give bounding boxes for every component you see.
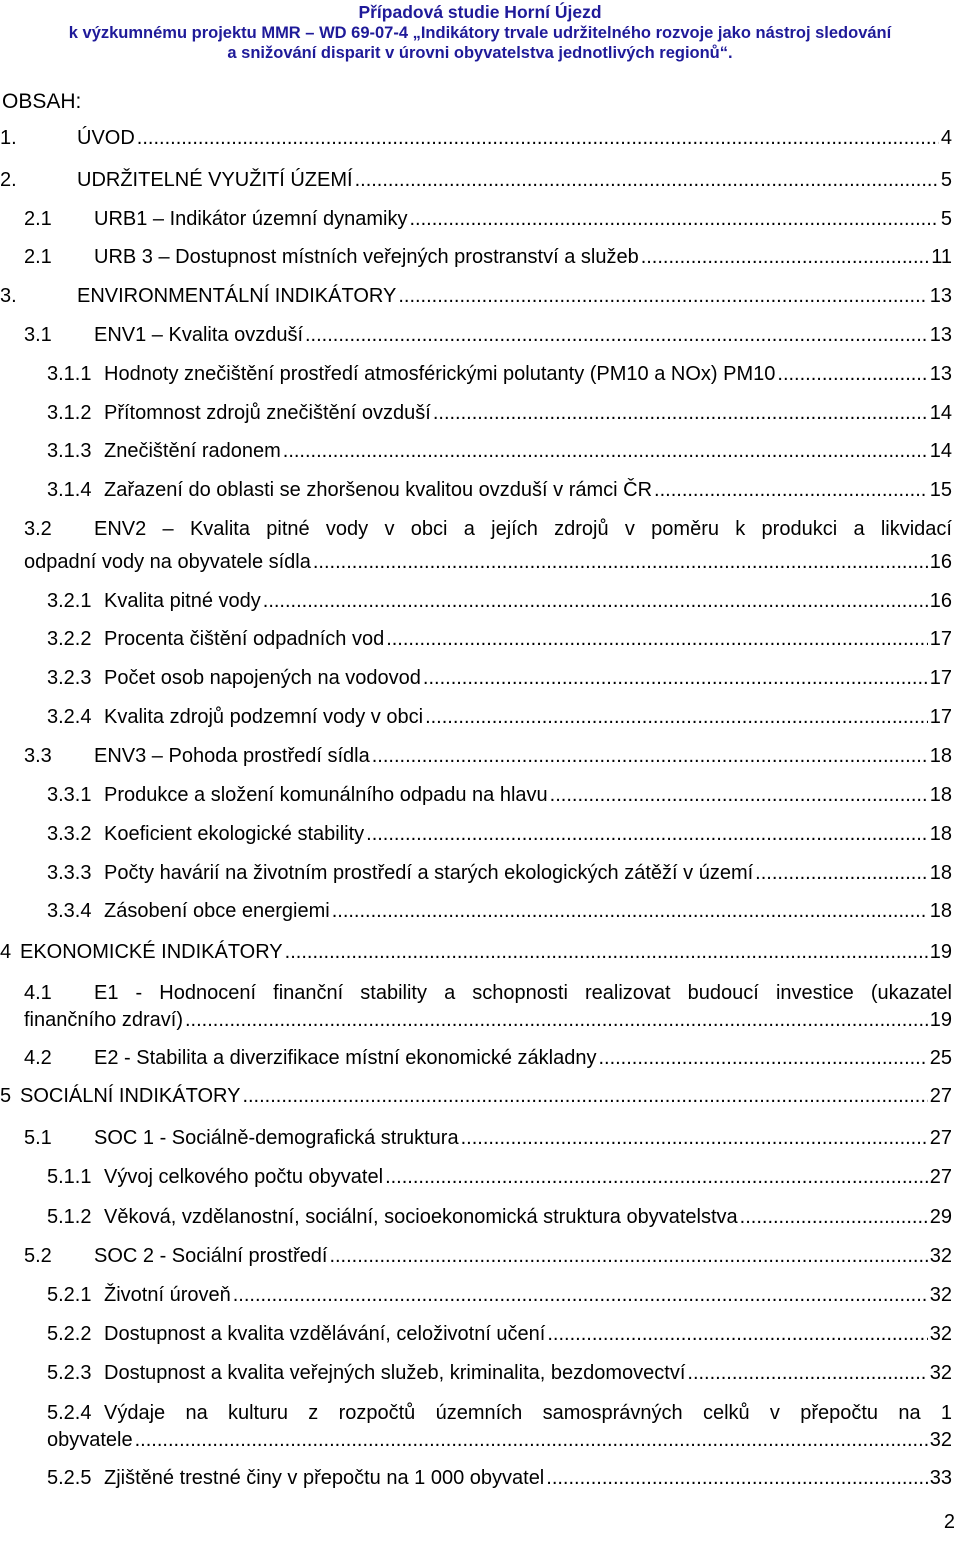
toc-entry-line-1[interactable] (24, 980, 952, 1006)
toc-entry-title: Dostupnost a kvalita vzdělávání, celoživotní učení (104, 1323, 546, 1345)
toc-entry-page: 11 (931, 246, 952, 268)
toc-dot-leader (740, 1204, 928, 1230)
toc-entry-page: 13 (929, 285, 952, 307)
toc-dot-leader (135, 1427, 928, 1453)
toc-entry[interactable] (47, 1465, 952, 1491)
toc-dot-leader (372, 743, 928, 769)
toc-entry-page: 25 (929, 1047, 952, 1069)
toc-entry-page: 4 (940, 127, 952, 149)
toc-entry[interactable] (24, 743, 952, 769)
toc-dot-leader (550, 782, 928, 808)
toc-entry-page: 16 (929, 590, 952, 612)
toc-entry-page: 32 (929, 1429, 952, 1451)
toc-dot-leader (755, 860, 928, 886)
toc-entry-number: 5.2.4 (47, 1402, 92, 1424)
toc-entry[interactable] (47, 782, 952, 808)
toc-entry-page: 32 (929, 1245, 952, 1267)
toc-entry[interactable] (47, 1321, 952, 1347)
toc-entry-title: ENV3 – Pohoda prostředí sídla (94, 745, 370, 767)
toc-entry-page: 32 (929, 1284, 952, 1306)
toc-entry-title: Kvalita zdrojů podzemní vody v obci (104, 706, 424, 728)
toc-entry-title-continuation: finančního zdraví) (24, 1009, 183, 1031)
toc-entry-title: Zjištěné trestné činy v přepočtu na 1 000 obyvatel (104, 1467, 545, 1489)
toc-entry-number: 3.3.2 (47, 823, 92, 845)
toc-entry-number: 4.1 (24, 982, 52, 1004)
toc-entry-page: 18 (929, 745, 952, 767)
toc-dot-leader (355, 167, 939, 193)
toc-entry-title: Výdaje na kulturu z rozpočtů územních samosprávných celků v přepočtu na 1 (104, 1402, 952, 1424)
toc-entry-page: 18 (929, 784, 952, 806)
toc-entry-page: 19 (929, 941, 952, 963)
toc-entry[interactable] (47, 821, 952, 847)
toc-entry-number: 3.2.2 (47, 628, 92, 650)
toc-entry[interactable] (47, 860, 952, 886)
toc-dot-leader (366, 821, 928, 847)
toc-entry[interactable] (47, 1360, 952, 1386)
toc-entry-title: Vývoj celkového počtu obyvatel (104, 1166, 384, 1188)
toc-entry-number: 3.2.1 (47, 590, 92, 612)
toc-entry-page: 5 (940, 208, 952, 230)
toc-entry[interactable] (47, 665, 952, 691)
toc-entry-page: 17 (929, 706, 952, 728)
toc-dot-leader (185, 1007, 928, 1033)
toc-entry-title: Počet osob napojených na vodovod (104, 667, 421, 689)
toc-entry[interactable] (47, 400, 952, 426)
toc-entry-title: Zásobení obce energiemi (104, 900, 330, 922)
toc-entry[interactable] (47, 438, 952, 464)
toc-entry-number: 3.2 (24, 518, 52, 540)
toc-entry[interactable] (47, 361, 952, 387)
toc-entry-number: 3.1.4 (47, 479, 92, 501)
toc-entry-number: 3.3 (24, 745, 52, 767)
toc-dot-leader (546, 1465, 927, 1491)
toc-entry-number: 4 (0, 941, 12, 963)
toc-entry-title-continuation: obyvatele (47, 1429, 133, 1451)
toc-entry-number: 3. (0, 285, 17, 307)
toc-entry-title: Znečištění radonem (104, 440, 281, 462)
page-number: 2 (943, 1511, 955, 1533)
toc-dot-leader (423, 665, 928, 691)
toc-entry-number: 2. (0, 169, 17, 191)
toc-entry-title: ÚVOD (77, 127, 135, 149)
toc-entry-number: 5.1 (24, 1127, 52, 1149)
toc-entry-number: 3.1.1 (47, 363, 92, 385)
toc-entry-page: 19 (929, 1009, 952, 1031)
toc-entry-title: Životní úroveň (104, 1284, 231, 1306)
toc-entry-title: Dostupnost a kvalita veřejných služeb, kriminalita, bezdomovectví (104, 1362, 686, 1384)
toc-dot-leader (409, 206, 938, 232)
toc-entry-line-2[interactable] (24, 1007, 952, 1033)
toc-dot-leader (598, 1045, 927, 1071)
toc-entry-title: Produkce a složení komunálního odpadu na hlavu (104, 784, 548, 806)
toc-entry[interactable] (24, 1125, 952, 1151)
toc-dot-leader (641, 244, 930, 270)
toc-entry-number: 2.1 (24, 208, 52, 230)
toc-entry-page: 18 (929, 823, 952, 845)
toc-entry-page: 13 (929, 324, 952, 346)
toc-entry-page: 15 (929, 479, 952, 501)
toc-entry[interactable] (47, 1204, 952, 1230)
toc-entry-page: 27 (929, 1166, 952, 1188)
toc-dot-leader (461, 1125, 928, 1151)
toc-entry-line-1[interactable] (47, 1400, 952, 1426)
toc-entry-number: 3.2.4 (47, 706, 92, 728)
toc-entry-title: SOC 2 - Sociální prostředí (94, 1245, 328, 1267)
toc-entry-title: Přítomnost zdrojů znečištění ovzduší (104, 402, 431, 424)
toc-entry-title: ENV1 – Kvalita ovzduší (94, 324, 303, 346)
toc-dot-leader (233, 1282, 928, 1308)
toc-entry[interactable] (47, 477, 952, 503)
toc-entry-page: 17 (929, 628, 952, 650)
toc-entry[interactable] (47, 588, 952, 614)
toc-entry[interactable] (47, 1164, 952, 1190)
toc-entry-title: ENVIRONMENTÁLNÍ INDIKÁTORY (77, 285, 397, 307)
toc-dot-leader (332, 898, 928, 924)
toc-entry[interactable] (24, 206, 952, 232)
toc-entry-page: 18 (929, 862, 952, 884)
toc-entry-page: 32 (929, 1362, 952, 1384)
toc-entry-number: 5.1.1 (47, 1166, 92, 1188)
toc-dot-leader (329, 1243, 927, 1269)
toc-entry-page: 29 (929, 1206, 952, 1228)
toc-entry-page: 27 (929, 1085, 952, 1107)
toc-entry-page: 27 (929, 1127, 952, 1149)
toc-entry-title: Zařazení do oblasti se zhoršenou kvalitou ovzduší v rámci ČR (104, 479, 653, 501)
toc-entry-title: E2 - Stabilita a diverzifikace místní ekonomické základny (94, 1047, 597, 1069)
toc-entry[interactable] (24, 1045, 952, 1071)
toc-entry[interactable] (47, 1282, 952, 1308)
toc-entry-line-2[interactable] (47, 1427, 952, 1453)
toc-entry[interactable] (0, 167, 952, 193)
toc-entry-title: SOC 1 - Sociálně-demografická struktura (94, 1127, 459, 1149)
header-subtitle-line-2: a snižování disparit v úrovni obyvatelstva jednotlivých regionů“. (227, 44, 733, 62)
toc-entry[interactable] (47, 704, 952, 730)
toc-entry-page: 17 (929, 667, 952, 689)
toc-entry-number: 3.3.1 (47, 784, 92, 806)
toc-entry-number: 5.1.2 (47, 1206, 92, 1228)
toc-entry-number: 1. (0, 127, 17, 149)
toc-dot-leader (137, 125, 939, 151)
toc-entry[interactable] (0, 1083, 952, 1109)
toc-entry-page: 18 (929, 900, 952, 922)
toc-entry-number: 3.3.3 (47, 862, 92, 884)
toc-entry[interactable] (0, 283, 952, 309)
toc-entry-page: 33 (929, 1467, 952, 1489)
toc-dot-leader (687, 1360, 927, 1386)
toc-entry-number: 3.1.2 (47, 402, 92, 424)
toc-dot-leader (425, 704, 928, 730)
toc-dot-leader (398, 283, 927, 309)
header-title: Případová studie Horní Újezd (358, 2, 602, 22)
toc-entry-title: Počty havárií na životním prostředí a starých ekologických zátěží v území (104, 862, 754, 884)
toc-entry-title: URB 3 – Dostupnost místních veřejných prostranství a služeb (94, 246, 639, 268)
toc-entry-title: Procenta čištění odpadních vod (104, 628, 385, 650)
toc-entry-number: 5.2.5 (47, 1467, 92, 1489)
toc-dot-leader (654, 477, 928, 503)
toc-entry-title: Koeficient ekologické stability (104, 823, 365, 845)
toc-entry[interactable] (24, 244, 952, 270)
toc-dot-leader (433, 400, 928, 426)
toc-entry-number: 5.2.3 (47, 1362, 92, 1384)
toc-dot-leader (547, 1321, 927, 1347)
toc-entry[interactable] (47, 898, 952, 924)
header-subtitle-line-1: k výzkumnému projektu MMR – WD 69-07-4 „Indikátory trvale udržitelného rozvoje jako nástroj sledování (68, 24, 892, 42)
toc-entry-number: 3.1 (24, 324, 52, 346)
contents-heading: OBSAH: (2, 90, 82, 113)
toc-entry-page: 14 (929, 402, 952, 424)
toc-dot-leader (242, 1083, 927, 1109)
toc-entry-title: SOCIÁLNÍ INDIKÁTORY (20, 1085, 241, 1107)
toc-entry-number: 3.3.4 (47, 900, 92, 922)
toc-dot-leader (386, 626, 928, 652)
toc-entry-title: Hodnoty znečištění prostředí atmosférickými polutanty (PM10 a NOx) PM10 (104, 363, 776, 385)
document-header (0, 2, 960, 63)
toc-entry-number: 2.1 (24, 246, 52, 268)
toc-entry-number: 5.2.2 (47, 1323, 92, 1345)
toc-entry-number: 4.2 (24, 1047, 52, 1069)
toc-entry-title: EKONOMICKÉ INDIKÁTORY (20, 941, 283, 963)
toc-dot-leader (283, 438, 928, 464)
toc-entry-page: 14 (929, 440, 952, 462)
toc-entry-number: 5.2 (24, 1245, 52, 1267)
toc-entry-number: 5 (0, 1085, 12, 1107)
toc-entry-title: Věková, vzdělanostní, sociální, socioekonomická struktura obyvatelstva (104, 1206, 738, 1228)
toc-dot-leader (777, 361, 927, 387)
toc-entry[interactable] (24, 1243, 952, 1269)
toc-entry-page: 32 (929, 1323, 952, 1345)
toc-entry-title: UDRŽITELNÉ VYUŽITÍ ÚZEMÍ (77, 169, 353, 191)
toc-entry-title: Kvalita pitné vody (104, 590, 261, 612)
toc-entry-title-continuation: odpadní vody na obyvatele sídla (24, 551, 311, 573)
toc-entry[interactable] (47, 626, 952, 652)
toc-entry[interactable] (0, 125, 952, 151)
toc-entry-line-2[interactable] (24, 549, 952, 575)
toc-entry[interactable] (24, 322, 952, 348)
toc-entry[interactable] (0, 939, 952, 965)
toc-entry-number: 3.2.3 (47, 667, 92, 689)
toc-entry-line-1[interactable] (24, 516, 952, 542)
toc-entry-page: 13 (929, 363, 952, 385)
toc-dot-leader (313, 549, 928, 575)
toc-entry-page: 16 (929, 551, 952, 573)
toc-entry-page: 5 (940, 169, 952, 191)
toc-dot-leader (285, 939, 928, 965)
toc-entry-number: 3.1.3 (47, 440, 92, 462)
toc-entry-title: ENV2 – Kvalita pitné vody v obci a jejích zdrojů v poměru k produkci a likvidací (94, 518, 952, 540)
toc-dot-leader (385, 1164, 928, 1190)
toc-dot-leader (305, 322, 928, 348)
toc-dot-leader (263, 588, 928, 614)
toc-entry-title: E1 - Hodnocení finanční stability a schopnosti realizovat budoucí investice (ukazatel (94, 982, 952, 1004)
toc-entry-title: URB1 – Indikátor územní dynamiky (94, 208, 408, 230)
toc-entry-number: 5.2.1 (47, 1284, 92, 1306)
